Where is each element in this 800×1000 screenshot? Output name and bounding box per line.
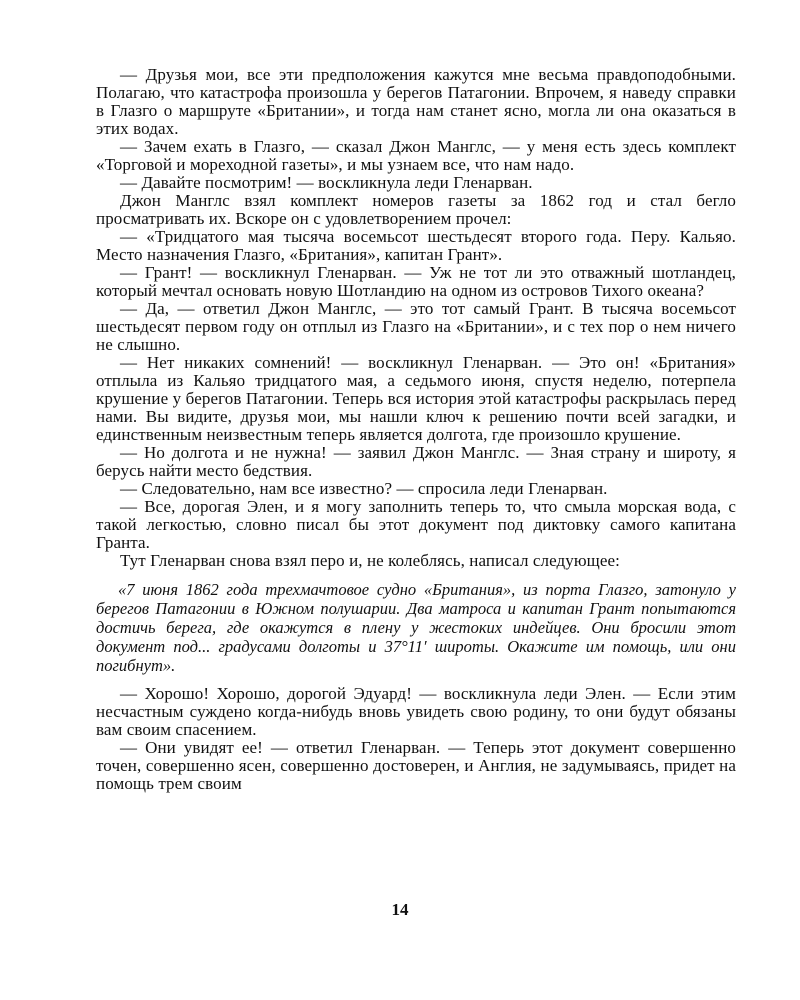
paragraph: — Грант! — воскликнул Гленарван. — Уж не тот ли это отважный шотландец, который мечтал основать новую Шотландию на одном из островов Тихого океана? <box>96 263 736 300</box>
paragraph: — Все, дорогая Элен, и я могу заполнить теперь то, что смыла морская вода, с такой легкостью, словно писал бы этот документ под диктовку самого капитана Гранта. <box>96 497 736 552</box>
paragraph: Джон Манглс взял комплект номеров газеты за 1862 год и стал бегло просматривать их. Вскоре он с удовлетворением прочел: <box>96 191 736 228</box>
document-quote: «7 июня 1862 года трехмачтовое судно «Британия», из порта Глазго, затонуло у берегов Патагонии в Южном полушарии. Два матроса и капитан Грант попытаются достичь берега, где окажутся в плену у жестоких индейцев. Они бросили этот документ под... градусами долготы и 37°11′ широты. Окажите им помощь, или они погибнут». <box>96 580 736 675</box>
paragraph: — Давайте посмотрим! — воскликнула леди Гленарван. <box>120 173 533 192</box>
page-number: 14 <box>391 900 409 919</box>
page-text <box>96 66 736 793</box>
paragraph: — Нет никаких сомнений! — воскликнул Гленарван. — Это он! «Британия» отплыла из Кальяо тридцатого мая, а седьмого июня, спустя неделю, потерпела крушение у берегов Патагонии. Теперь вся история этой катастрофы раскрылась перед нами. Вы видите, друзья мои, мы нашли ключ к решению почти всей загадки, и единственным неизвестным теперь является долгота, где произошло крушение. <box>96 353 736 444</box>
paragraph: — Зачем ехать в Глазго, — сказал Джон Манглс, — у меня есть здесь комплект «Торговой и мореходной газеты», и мы узнаем все, что нам надо. <box>96 137 736 174</box>
paragraph: Тут Гленарван снова взял перо и, не колеблясь, написал следующее: <box>120 551 620 570</box>
paragraph: — Следовательно, нам все известно? — спросила леди Гленарван. <box>120 479 608 498</box>
paragraph: — Они увидят ее! — ответил Гленарван. — Теперь этот документ совершенно точен, совершенно ясен, совершенно достоверен, и Англия, не задумываясь, придет на помощь трем своим <box>96 738 736 793</box>
paragraph: — Друзья мои, все эти предположения кажутся мне весьма правдоподобными. Полагаю, что катастрофа произошла у берегов Патагонии. Впрочем, я наведу справки в Глазго о маршруте «Британии», и тогда нам станет ясно, могла ли она оказаться в этих водах. <box>96 65 736 138</box>
paragraph: — «Тридцатого мая тысяча восемьсот шестьдесят второго года. Перу. Кальяо. Место назначения Глазго, «Британия», капитан Грант». <box>96 227 736 264</box>
paragraph: — Хорошо! Хорошо, дорогой Эдуард! — воскликнула леди Элен. — Если этим несчастным суждено когда-нибудь вновь увидеть свою родину, то они будут обязаны вам своим спасением. <box>96 684 736 739</box>
paragraph: — Но долгота и не нужна! — заявил Джон Манглс. — Зная страну и широту, я берусь найти место бедствия. <box>96 443 736 480</box>
paragraph: — Да, — ответил Джон Манглс, — это тот самый Грант. В тысяча восемьсот шестьдесят первом году он отплыл из Глазго на «Британии», и с тех пор о нем ничего не слышно. <box>96 299 736 354</box>
